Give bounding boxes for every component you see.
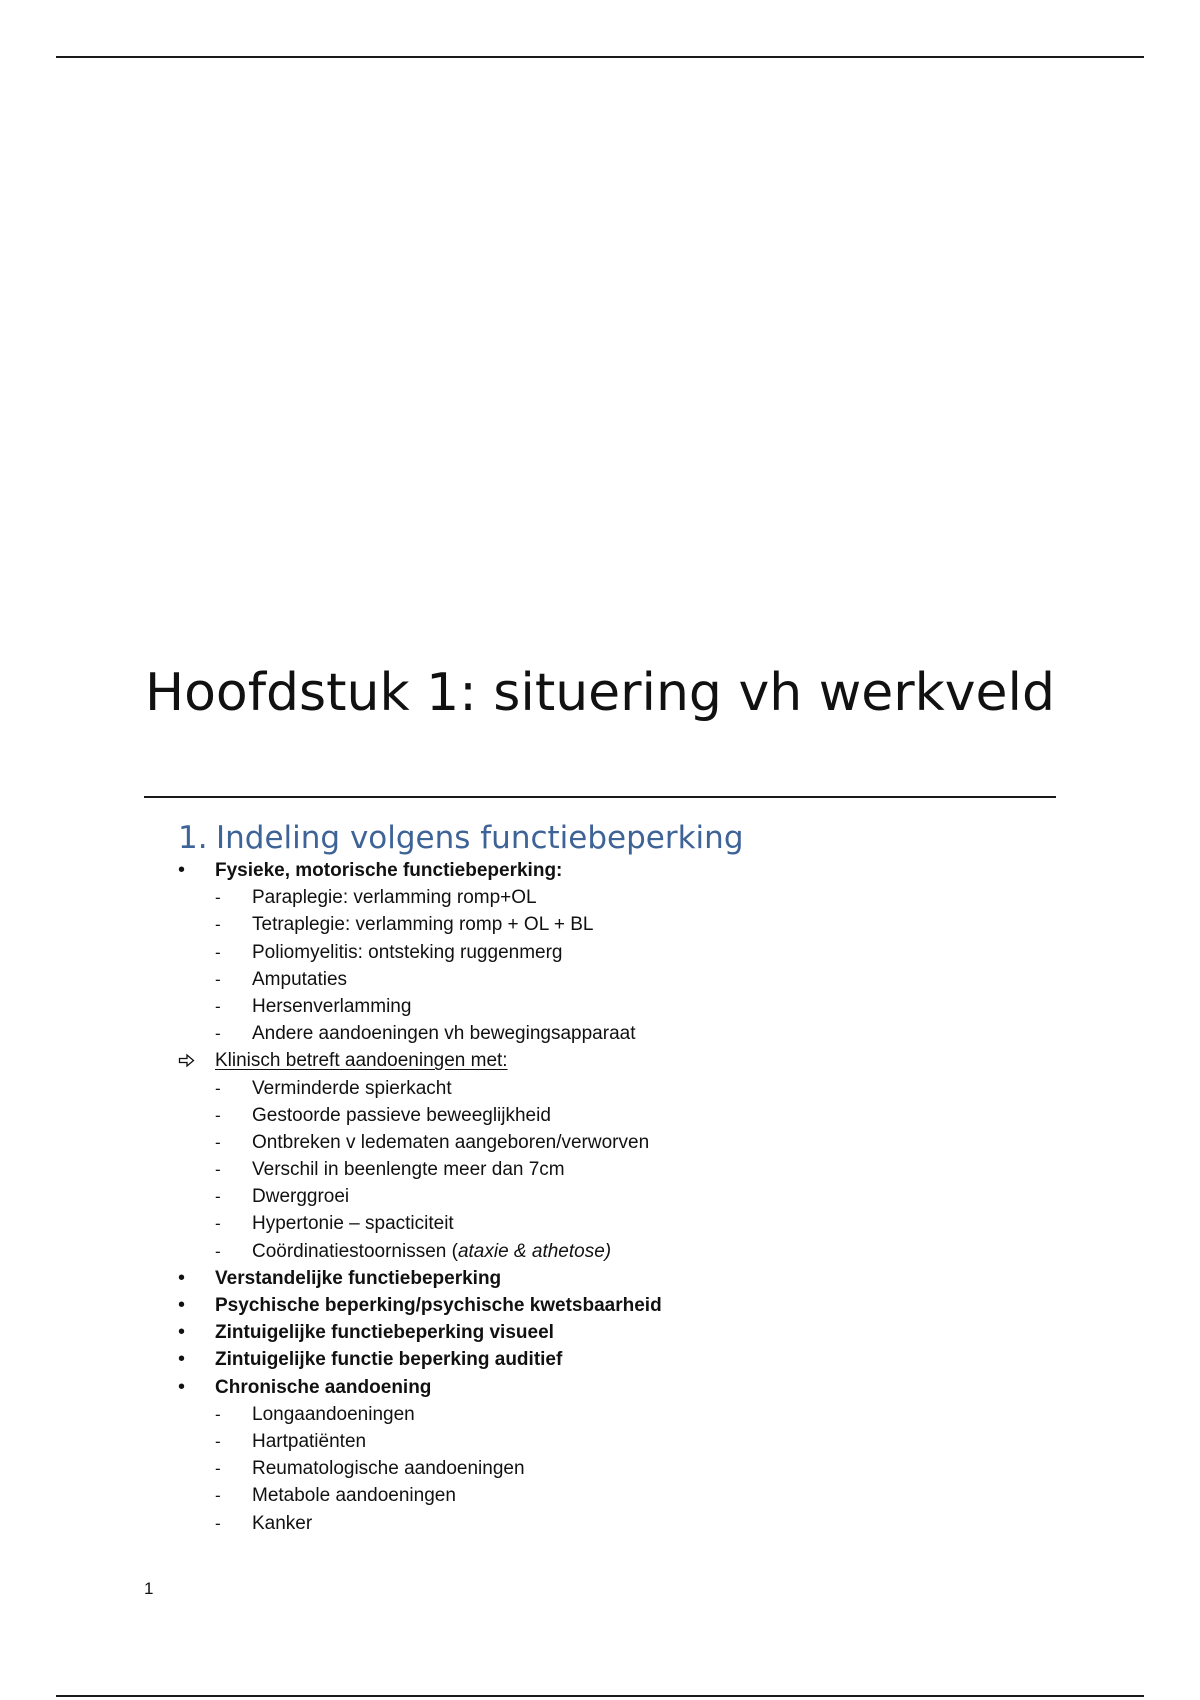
- item-label: Reumatologische aandoeningen: [252, 1458, 525, 1480]
- item-label: Verschil in beenlengte meer dan 7cm: [252, 1159, 565, 1181]
- dash-item: [178, 1129, 1078, 1156]
- item-text: [215, 1265, 501, 1292]
- item-text: [252, 1075, 452, 1102]
- section-title: Indeling volgens functiebeperking: [216, 820, 744, 856]
- item-text: [252, 1183, 349, 1210]
- item-text: [252, 1210, 454, 1237]
- dash-item: [178, 1183, 1078, 1210]
- item-label: Amputaties: [252, 968, 348, 990]
- dash-marker: -: [215, 1486, 221, 1506]
- dash-item: [178, 1510, 1078, 1537]
- bullet-marker: •: [178, 859, 186, 881]
- item-label: Hartpatiënten: [252, 1430, 367, 1452]
- item-text: [252, 1428, 366, 1455]
- item-label: Psychische beperking/psychische kwetsbaarheid: [215, 1295, 662, 1316]
- bullet-item: [178, 1265, 1078, 1292]
- item-text: [215, 1292, 662, 1319]
- dash-item: [178, 939, 1078, 966]
- dash-marker: -: [215, 1160, 221, 1180]
- dash-item: [178, 966, 1078, 993]
- dash-marker: -: [215, 888, 221, 908]
- dash-marker: -: [215, 1214, 221, 1234]
- item-text: [252, 1129, 649, 1156]
- item-text: [252, 1401, 415, 1428]
- bullet-item: [178, 1292, 1078, 1319]
- header-rule: [56, 56, 1144, 58]
- item-label: Metabole aandoeningen: [252, 1485, 456, 1507]
- item-label: Paraplegie: verlamming romp+OL: [252, 887, 537, 909]
- item-text: [252, 1482, 456, 1509]
- section-heading: [178, 817, 744, 859]
- dash-marker: -: [215, 1132, 221, 1152]
- dash-marker: -: [215, 1459, 221, 1479]
- item-label: Dwerggroei: [252, 1186, 350, 1208]
- section-number: 1.: [178, 820, 208, 856]
- document-body: [178, 857, 1078, 1537]
- bullet-marker: •: [178, 1294, 186, 1316]
- dash-item: [178, 1210, 1078, 1237]
- item-text: [215, 1346, 562, 1373]
- bullet-item: [178, 1346, 1078, 1373]
- dash-item: [178, 993, 1078, 1020]
- item-text: [252, 884, 537, 911]
- item-text: [252, 1102, 551, 1129]
- item-label: Andere aandoeningen vh bewegingsapparaat: [252, 1023, 636, 1045]
- item-label: Zintuigelijke functiebeperking visueel: [215, 1322, 554, 1344]
- dash-item: [178, 1482, 1078, 1509]
- footer-rule: [56, 1695, 1144, 1697]
- item-label: Hersenverlamming: [252, 995, 412, 1017]
- item-text: [252, 1510, 312, 1537]
- item-label: Klinisch betreft aandoeningen met:: [215, 1050, 508, 1072]
- bullet-item: [178, 1319, 1078, 1346]
- item-label: Hypertonie – spacticiteit: [252, 1213, 454, 1235]
- item-label: Chronische aandoening: [215, 1376, 432, 1398]
- dash-marker: -: [215, 1105, 221, 1125]
- item-label: Ontbreken v ledematen aangeboren/verworven: [252, 1131, 650, 1153]
- item-text: [215, 1374, 431, 1401]
- bullet-item: [178, 857, 1078, 884]
- dash-marker: -: [215, 1241, 221, 1261]
- bullet-marker: •: [178, 1375, 186, 1398]
- item-label: Gestoorde passieve beweeglijkheid: [252, 1104, 551, 1126]
- dash-marker: -: [215, 996, 221, 1016]
- item-text: [252, 1455, 525, 1482]
- item-label: Longaandoeningen: [252, 1403, 415, 1425]
- dash-item: [178, 884, 1078, 911]
- dash-marker: -: [215, 1187, 221, 1207]
- item-italic-note: ataxie & athetose): [457, 1240, 612, 1262]
- item-label: Verminderde spierkacht: [252, 1077, 452, 1099]
- arrow-right-icon: [178, 1047, 196, 1074]
- page-number: 1: [144, 1579, 154, 1598]
- bullet-item: [178, 1374, 1078, 1401]
- dash-marker: -: [215, 1404, 221, 1424]
- dash-item: [178, 911, 1078, 938]
- dash-item: [178, 1455, 1078, 1482]
- title-underline: [144, 796, 1056, 798]
- item-text: [252, 911, 593, 938]
- dash-item: [178, 1401, 1078, 1428]
- dash-marker: -: [215, 942, 221, 962]
- dash-marker: -: [215, 1024, 221, 1044]
- item-text: [252, 1020, 635, 1047]
- dash-item: [178, 1075, 1078, 1102]
- item-label: Zintuigelijke functie beperking auditief: [215, 1349, 563, 1371]
- dash-marker: -: [215, 1078, 221, 1098]
- item-text: [252, 966, 347, 993]
- item-text: [252, 993, 411, 1020]
- item-label: Tetraplegie: verlamming romp + OL + BL: [252, 914, 594, 936]
- dash-item: [178, 1020, 1078, 1047]
- bullet-marker: •: [178, 1348, 186, 1371]
- dash-marker: -: [215, 969, 221, 989]
- bullet-marker: •: [178, 1321, 186, 1344]
- item-label: Fysieke, motorische functiebeperking:: [215, 860, 563, 881]
- item-text: [215, 1047, 508, 1074]
- item-text: [252, 1156, 565, 1183]
- item-text: [252, 1238, 611, 1265]
- dash-item: [178, 1238, 1078, 1265]
- item-text: [252, 939, 563, 966]
- bullet-marker: •: [178, 1266, 186, 1289]
- item-label: Poliomyelitis: ontsteking ruggenmerg: [252, 941, 563, 963]
- arrow-item: [178, 1047, 1078, 1074]
- item-text: [215, 857, 562, 884]
- dash-marker: -: [215, 915, 221, 935]
- chapter-title: Hoofdstuk 1: situering vh werkveld: [145, 663, 1055, 723]
- dash-marker: -: [215, 1513, 221, 1533]
- item-label: Coördinatiestoornissen (: [252, 1240, 458, 1262]
- dash-item: [178, 1428, 1078, 1455]
- item-text: [215, 1319, 554, 1346]
- item-label: Kanker: [252, 1512, 313, 1534]
- item-label: Verstandelijke functiebeperking: [215, 1267, 502, 1289]
- dash-item: [178, 1156, 1078, 1183]
- dash-item: [178, 1102, 1078, 1129]
- dash-marker: -: [215, 1431, 221, 1451]
